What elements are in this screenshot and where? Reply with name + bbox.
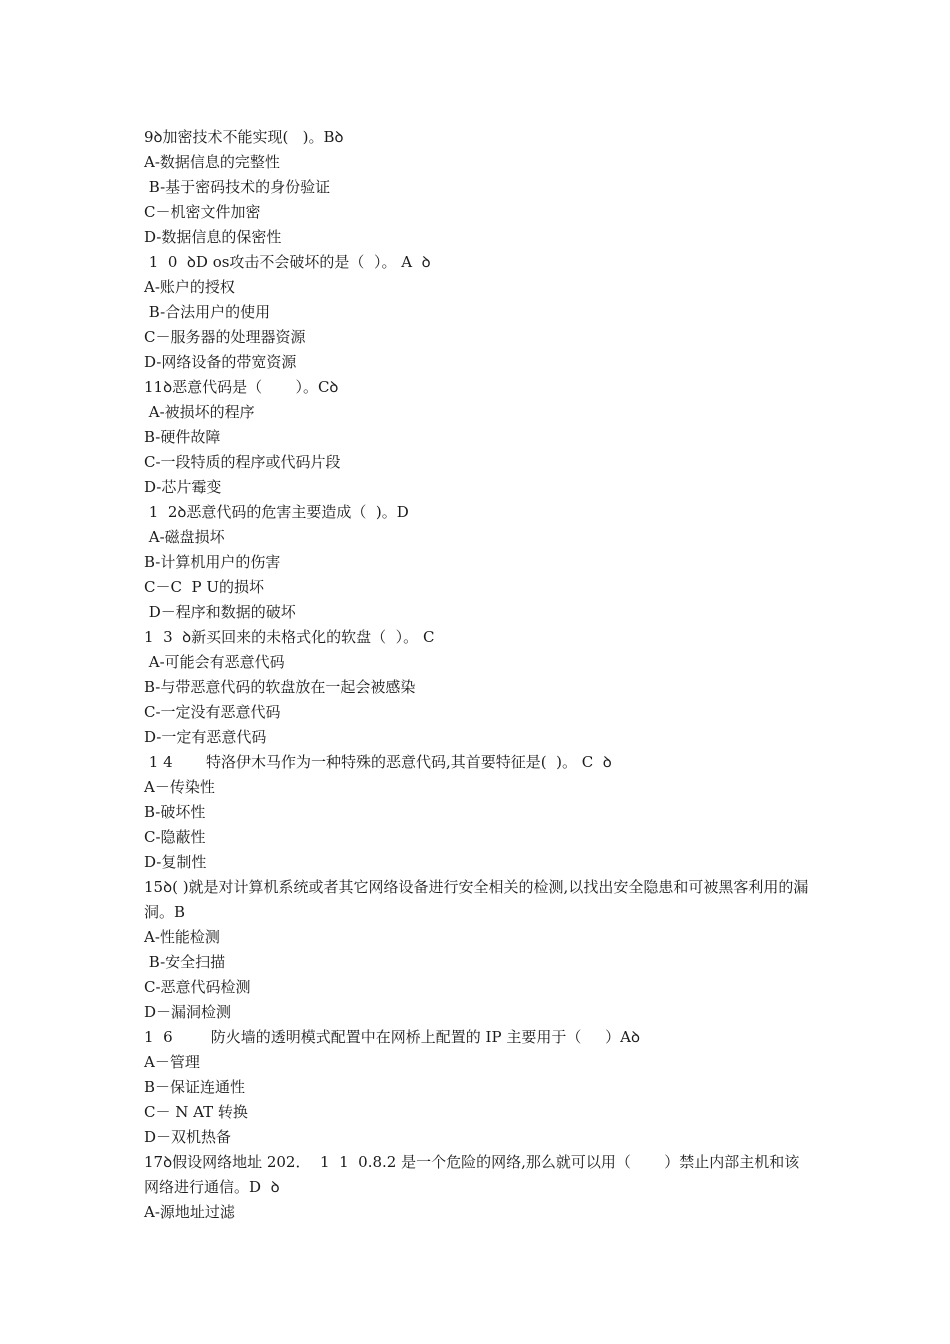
question-9 (144, 125, 812, 250)
option-c: C－机密文件加密 (144, 203, 261, 221)
option-d: D-芯片霉变 (144, 478, 222, 496)
option-c: C-隐蔽性 (144, 828, 206, 846)
question-stem: 1 4 特洛伊木马作为一种特殊的恶意代码,其首要特征是( )。 C ꝺ (144, 753, 612, 771)
question-list (144, 125, 812, 1225)
option-d: D-复制性 (144, 853, 207, 871)
option-c: C－ N AT 转换 (144, 1103, 248, 1121)
question-14 (144, 750, 812, 875)
question-stem: 15ꝺ( )就是对计算机系统或者其它网络设备进行安全相关的检测,以找出安全隐患和可被黑客利用的漏洞。B (144, 878, 809, 921)
option-b: B-与带恶意代码的软盘放在一起会被感染 (144, 678, 416, 696)
question-stem: 1 3 ꝺ新买回来的未格式化的软盘（ ）。 C (144, 628, 435, 646)
question-stem: 17ꝺ假设网络地址 202． 1 1 0.8.2 是一个危险的网络,那么就可以用（ ）禁止内部主机和该网络进行通信。D ꝺ (144, 1153, 800, 1196)
question-12 (144, 500, 812, 625)
option-b: B-硬件故障 (144, 428, 221, 446)
question-11 (144, 375, 812, 500)
option-a: A－管理 (144, 1053, 200, 1071)
option-d: D-数据信息的保密性 (144, 228, 282, 246)
option-b: B－保证连通性 (144, 1078, 246, 1096)
question-16 (144, 1025, 812, 1150)
option-c: C－C P U的损坏 (144, 578, 264, 596)
option-a: A-磁盘损坏 (144, 528, 225, 546)
option-a: A-源地址过滤 (144, 1203, 235, 1221)
question-17 (144, 1150, 812, 1225)
option-d: D－漏洞检测 (144, 1003, 232, 1021)
question-15 (144, 875, 812, 1025)
question-stem: 1 2ꝺ恶意代码的危害主要造成（ )。D (144, 503, 409, 521)
option-b: B-破坏性 (144, 803, 206, 821)
option-c: C－服务器的处理器资源 (144, 328, 306, 346)
option-d: D-一定有恶意代码 (144, 728, 267, 746)
option-c: C-一定没有恶意代码 (144, 703, 281, 721)
question-stem: 11ꝺ恶意代码是（ ）。Cꝺ (144, 378, 339, 396)
question-stem: 1 0 ꝺD os攻击不会破坏的是（ ）。 A ꝺ (144, 253, 431, 271)
question-stem: 1 6 防火墙的透明模式配置中在网桥上配置的 IP 主要用于（ ）Aꝺ (144, 1028, 640, 1046)
option-a: A-可能会有恶意代码 (144, 653, 285, 671)
option-a: A－传染性 (144, 778, 215, 796)
question-stem: 9ꝺ加密技术不能实现( )。Bꝺ (144, 128, 344, 146)
option-d: D－程序和数据的破坏 (144, 603, 296, 621)
question-13 (144, 625, 812, 750)
option-d: D-网络设备的带宽资源 (144, 353, 297, 371)
question-10 (144, 250, 812, 375)
option-c: C-恶意代码检测 (144, 978, 251, 996)
option-a: A-性能检测 (144, 928, 220, 946)
option-c: C-一段特质的程序或代码片段 (144, 453, 341, 471)
option-a: A-被损坏的程序 (144, 403, 255, 421)
option-b: B-合法用户的使用 (144, 303, 271, 321)
option-a: A-账户的授权 (144, 278, 235, 296)
option-a: A-数据信息的完整性 (144, 153, 280, 171)
option-b: B-安全扫描 (144, 953, 226, 971)
option-d: D－双机热备 (144, 1128, 232, 1146)
option-b: B-计算机用户的伤害 (144, 553, 281, 571)
option-b: B-基于密码技术的身份验证 (144, 178, 331, 196)
